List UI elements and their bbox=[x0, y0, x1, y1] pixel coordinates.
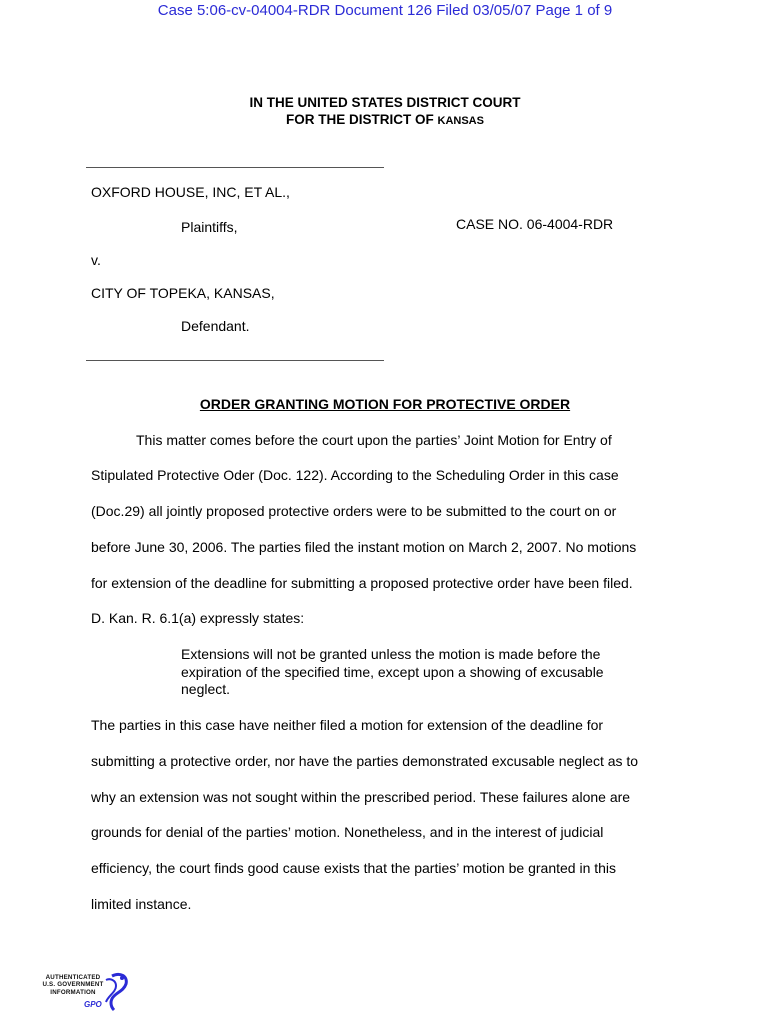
gpo-seal-text: AUTHENTICATED U.S. GOVERNMENT INFORMATION bbox=[42, 974, 104, 996]
paragraph2-line: grounds for denial of the parties’ motion. Nonetheless, and in the interest of judicial bbox=[91, 824, 604, 840]
order-title: ORDER GRANTING MOTION FOR PROTECTIVE ORDER bbox=[199, 396, 571, 412]
caption-bottom-rule bbox=[86, 360, 384, 361]
eagle-icon bbox=[92, 970, 132, 1016]
paragraph1-line: for extension of the deadline for submitting a proposed protective order have been filed. bbox=[91, 575, 633, 591]
paragraph2-line: The parties in this case have neither filed a motion for extension of the deadline for bbox=[91, 717, 604, 733]
case-number: CASE NO. 06-4004-RDR bbox=[456, 216, 614, 232]
court-title bbox=[0, 94, 770, 130]
court-title-line1: IN THE UNITED STATES DISTRICT COURT bbox=[249, 95, 521, 110]
defendant-role: Defendant. bbox=[181, 318, 250, 334]
caption-top-rule bbox=[86, 167, 384, 168]
plaintiff-role: Plaintiffs, bbox=[181, 219, 238, 235]
paragraph1-line: (Doc.29) all jointly proposed protective orders were to be submitted to the court on or bbox=[91, 503, 617, 519]
quote-line: neglect. bbox=[181, 681, 231, 697]
defendant-name: CITY OF TOPEKA, KANSAS, bbox=[91, 285, 275, 301]
court-title-line2: FOR THE DISTRICT OF KANSAS bbox=[286, 112, 484, 127]
paragraph2-line: submitting a protective order, nor have the parties demonstrated excusable neglect as to bbox=[91, 753, 639, 769]
paragraph2-line: why an extension was not sought within the prescribed period. These failures alone are bbox=[91, 789, 631, 805]
gpo-authentication-seal bbox=[42, 970, 132, 1016]
paragraph2-line: limited instance. bbox=[91, 896, 192, 912]
paragraph1-line: This matter comes before the court upon the parties’ Joint Motion for Entry of bbox=[136, 432, 612, 448]
paragraph1-line: D. Kan. R. 6.1(a) expressly states: bbox=[91, 610, 305, 626]
plaintiff-name: OXFORD HOUSE, INC, ET AL., bbox=[91, 184, 290, 200]
filing-stamp: Case 5:06-cv-04004-RDR Document 126 Filed 03/05/07 Page 1 of 9 bbox=[157, 2, 613, 19]
district-state: KANSAS bbox=[437, 115, 484, 127]
paragraph1-line: Stipulated Protective Oder (Doc. 122). According to the Scheduling Order in this case bbox=[91, 467, 619, 483]
gpo-mark: GPO bbox=[84, 1000, 102, 1009]
quote-line: expiration of the specified time, except upon a showing of excusable bbox=[181, 663, 604, 680]
block-quote bbox=[181, 646, 651, 699]
paragraph1-line: before June 30, 2006. The parties filed the instant motion on March 2, 2007. No motions bbox=[91, 539, 637, 555]
paragraph2-line: efficiency, the court finds good cause exists that the parties’ motion be granted in this bbox=[91, 860, 617, 876]
quote-line: Extensions will not be granted unless the motion is made before the bbox=[181, 646, 601, 662]
versus: v. bbox=[91, 252, 101, 268]
